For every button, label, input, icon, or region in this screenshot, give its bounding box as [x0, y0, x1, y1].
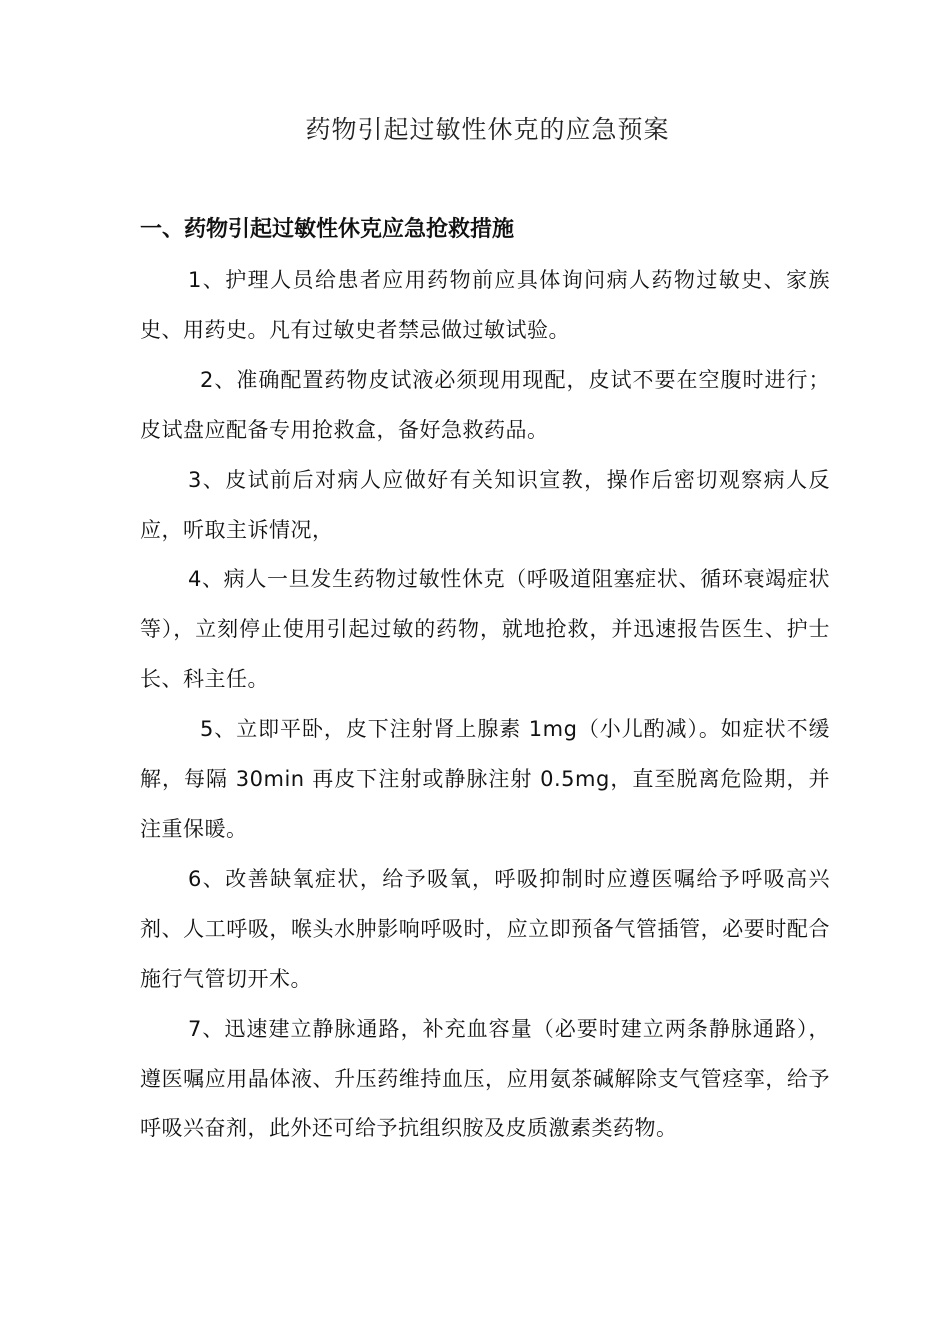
section-heading: 一、药物引起过敏性休克应急抢救措施: [140, 217, 515, 242]
document-body: [140, 256, 830, 1154]
paragraph-7: 7、迅速建立静脉通路，补充血容量（必要时建立两条静脉通路），遵医嘱应用晶体液、升压药维持血压，应用氨茶碱解除支气管痉挛，给予呼吸兴奋剂，此外还可给予抗组织胺及皮质激素类药物。: [140, 1016, 830, 1141]
paragraph-2: 2、准确配置药物皮试液必须现用现配，皮试不要在空腹时进行；皮试盘应配备专用抢救盒，备好急救药品。: [140, 367, 830, 442]
paragraph-3: 3、皮试前后对病人应做好有关知识宣教，操作后密切观察病人反应，听取主诉情况，: [140, 467, 830, 542]
paragraph-4: 4、病人一旦发生药物过敏性休克（呼吸道阻塞症状、循环衰竭症状等），立刻停止使用引起过敏的药物，就地抢救，并迅速报告医生、护士长、科主任。: [140, 567, 830, 692]
paragraph-1: 1、护理人员给患者应用药物前应具体询问病人药物过敏史、家族史、用药史。凡有过敏史者禁忌做过敏试验。: [140, 268, 830, 342]
paragraph-6: 6、改善缺氧症状，给予吸氧，呼吸抑制时应遵医嘱给予呼吸高兴剂、人工呼吸，喉头水肿影响呼吸时，应立即预备气管插管，必要时配合施行气管切开术。: [140, 866, 830, 991]
document-title: 药物引起过敏性休克的应急预案: [305, 115, 670, 144]
paragraph-5: 5、立即平卧，皮下注射肾上腺素 1mg（小儿酌减）。如症状不缓解，每隔 30min 再皮下注射或静脉注射 0.5mg，直至脱离危险期，并注重保暖。: [140, 717, 830, 841]
